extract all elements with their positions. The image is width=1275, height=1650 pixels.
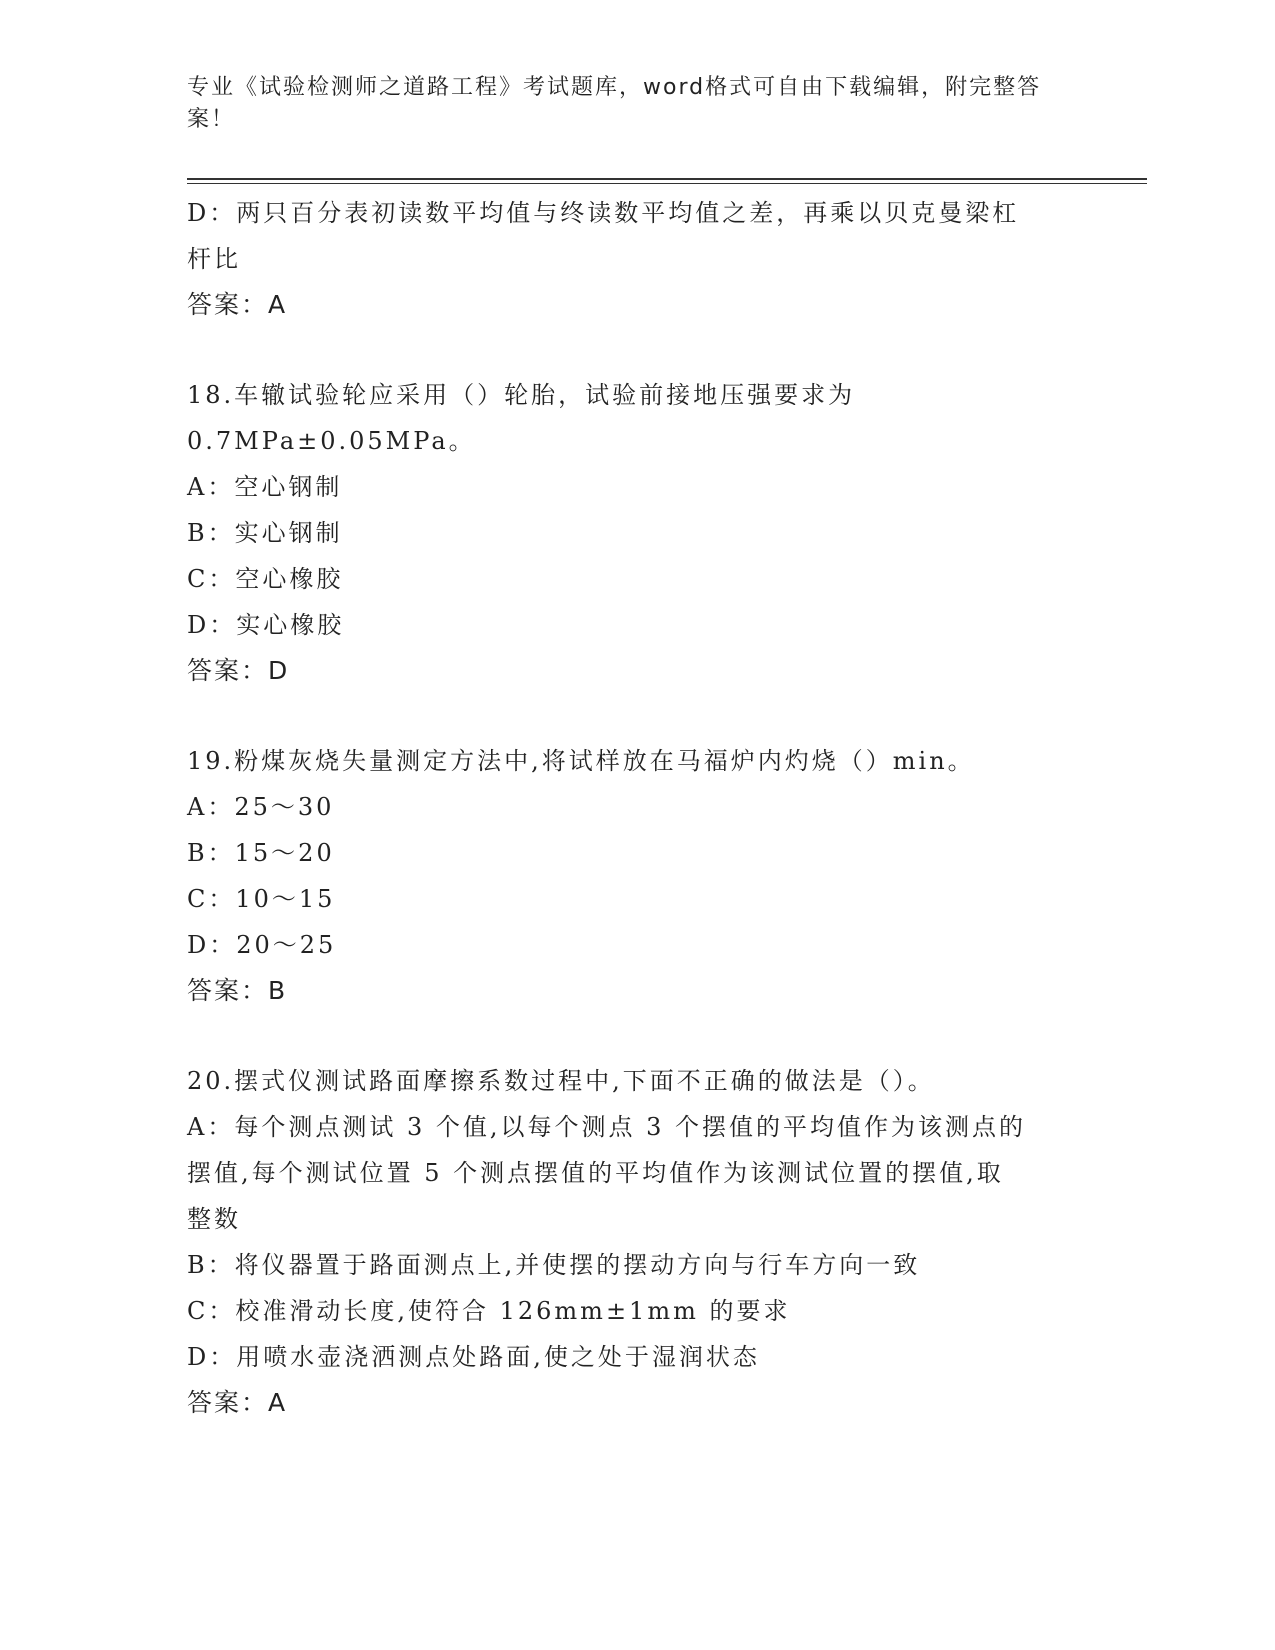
question-17 <box>187 190 1067 328</box>
answer: 答案：D <box>187 656 290 685</box>
header-divider <box>187 178 1147 180</box>
option-a: A：每个测点测试 3 个值,以每个测点 3 个摆值的平均值作为该测点的 <box>187 1113 1027 1141</box>
option-a: A：空心钢制 <box>187 473 343 501</box>
question-list <box>187 190 1067 1426</box>
option-c: C：校准滑动长度,使符合 126mm±1mm 的要求 <box>187 1297 791 1325</box>
option-a-continued: 摆值,每个测试位置 5 个测点摆值的平均值作为该测试位置的摆值,取 <box>187 1159 1004 1187</box>
page-header <box>187 72 1067 136</box>
option-c: C：10～15 <box>187 885 336 913</box>
header-text-line2: 案！ <box>187 107 236 132</box>
answer: 答案：A <box>187 290 288 319</box>
question-text-continued: 0.7MPa±0.05MPa。 <box>187 427 476 455</box>
question-text: 19.粉煤灰烧失量测定方法中,将试样放在马福炉内灼烧（）min。 <box>187 747 975 775</box>
option-d-continued: 杆比 <box>187 245 241 273</box>
option-c: C：空心橡胶 <box>187 565 344 593</box>
option-b: B：15～20 <box>187 839 335 867</box>
header-divider-thin <box>187 183 1147 184</box>
option-d: D：两只百分表初读数平均值与终读数平均值之差，再乘以贝克曼梁杠 <box>187 199 1020 227</box>
option-a: A：25～30 <box>187 793 335 821</box>
question-20 <box>187 1058 1067 1426</box>
option-a-continued: 整数 <box>187 1205 241 1233</box>
question-text: 20.摆式仪测试路面摩擦系数过程中,下面不正确的做法是（）。 <box>187 1067 935 1095</box>
option-b: B：实心钢制 <box>187 519 343 547</box>
question-18 <box>187 372 1067 694</box>
option-d: D：用喷水壶浇洒测点处路面,使之处于湿润状态 <box>187 1343 760 1371</box>
answer: 答案：B <box>187 976 288 1005</box>
option-d: D：实心橡胶 <box>187 611 345 639</box>
question-19 <box>187 738 1067 1014</box>
header-text-line1: 专业《试验检测师之道路工程》考试题库，word格式可自由下载编辑，附完整答 <box>187 75 1042 100</box>
option-d: D：20～25 <box>187 931 337 959</box>
answer: 答案：A <box>187 1388 288 1417</box>
question-text: 18.车辙试验轮应采用（）轮胎，试验前接地压强要求为 <box>187 381 856 409</box>
option-b: B：将仪器置于路面测点上,并使摆的摆动方向与行车方向一致 <box>187 1251 921 1279</box>
